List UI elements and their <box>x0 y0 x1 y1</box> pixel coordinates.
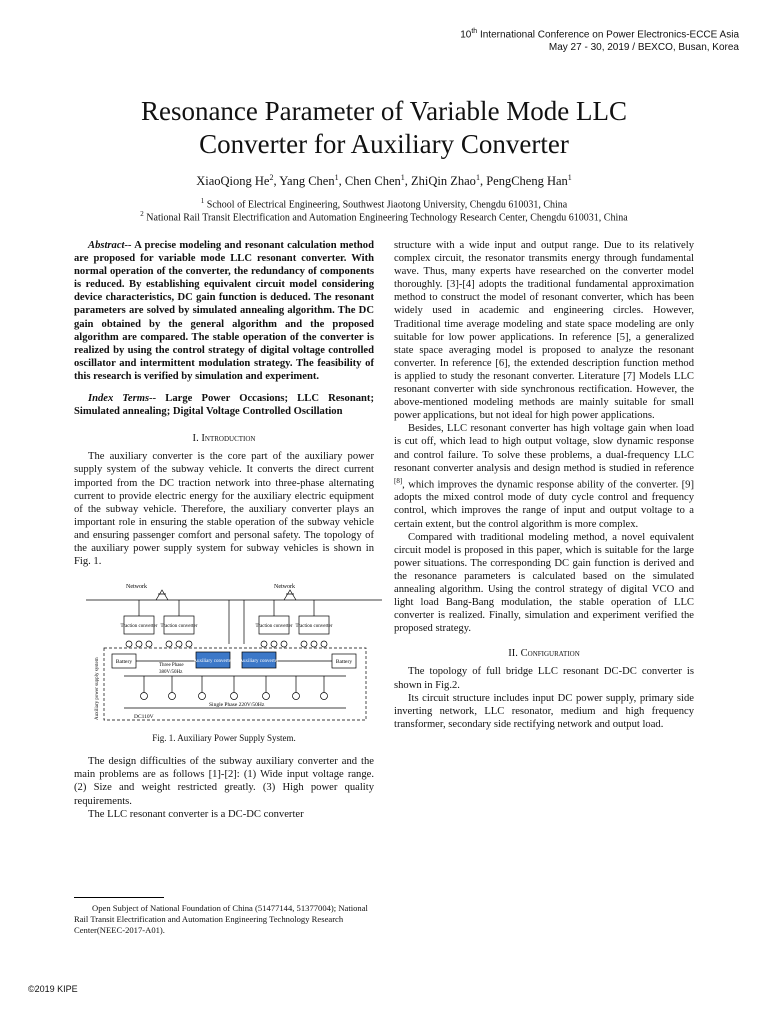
author: ZhiQin Zhao$^1$ <box>411 173 480 189</box>
right-paragraph-1: structure with a wide input and output range. Due to its relatively complex circuit, the resonator transmits energy through fundamental wave. Thus, many experts have researched on the converter model thoroughly. [3]-[4] adopts the traditional fundamental approximation method to construct the model of resonant converter, which has been widely used in academic and engineering circles. However, Traditional time average modeling and state space modeling are only suitable for low power applications. In reference [5], a generalized state space averaging model is proposed to analyze the resonant converter. In reference [6], the extended description function method is applied to study the resonant converter. Literature [7] Models LLC resonant converter with side synchronous rectification. However, the above-mentioned modeling methods are mainly suitable for small power applications, but not ideal for high power applications. <box>394 240 694 422</box>
section-heading-configuration: II. Configuration <box>508 648 580 660</box>
traction-converter-label-1: Traction converter <box>120 624 158 630</box>
three-phase-voltage: 380V/50Hz <box>159 670 183 676</box>
paper-title: Resonance Parameter of Variable Mode LLC Converter for Auxiliary Converter <box>140 96 628 159</box>
copyright: ©2019 KIPE <box>28 984 78 994</box>
config-paragraph-1: The topology of full bridge LLC resonant DC-DC converter is shown in Fig.2. <box>394 666 694 691</box>
intro-paragraph-1: The auxiliary converter is the core part of the auxiliary power supply system of the subway vehicle. It converts the direct current imported from the DC traction network into three-phase alternating current to provide electric energy for the auxiliary electric equipment of the subway vehicle. Therefore, the auxiliary converter plays an important role in ensuring the stable operation of the subway vehicle and ensuring passenger comfort and personal safety. The topology of the auxiliary power supply system for subway vehicles is shown in Fig. 1. <box>74 451 374 568</box>
three-phase-label: Three Phase <box>159 663 184 669</box>
author: Yang Chen$^1$ <box>279 173 339 189</box>
config-paragraph-2: Its circuit structure includes input DC power supply, primary side inverting network, LLC resonator, medium and high frequency transformer, secondary side rectifying network and output load. <box>394 692 694 730</box>
traction-converter-label-2: Traction converter <box>160 624 198 630</box>
aux-converter-label-1: Auxiliary converter <box>193 659 233 665</box>
traction-converter-label-3: Traction converter <box>255 624 293 630</box>
footnote: Open Subject of National Foundation of China (51477144, 51377004); National Rail Transit Electrification and Automation Engineering Technology Research Center(NEEC-2017-A01). <box>74 903 368 935</box>
dc-label: DC110V <box>134 714 154 721</box>
right-column <box>394 239 694 731</box>
auxiliary-power-supply-diagram <box>84 580 384 730</box>
abstract: Abstract-- A precise modeling and resonant calculation method are proposed for variable mode LLC resonant converter. With normal operation of the converter, the redundancy of components is reduced. By establishing equivalent circuit model considering device characteristics, DC gain function is deduced. The resonant parameters are solved by simulated annealing algorithm. The DC gain obtained by the general algorithm and the proposed algorithm are compared. The stable operation of the converter is realized by using the control strategy of digital voltage controlled oscillator and intermittent modulation strategy. The feasibility of this research is verified by simulation and experiment. <box>74 240 374 382</box>
conference-line-2: May 27 - 30, 2019 / BEXCO, Busan, Korea <box>548 42 739 54</box>
single-phase-label: Single Phase 220V/50Hz <box>209 702 265 709</box>
intro-paragraph-3: The LLC resonant converter is a DC-DC converter <box>88 808 304 820</box>
battery-label-left: Battery <box>115 659 133 666</box>
author: Chen Chen$^1$ <box>344 173 405 189</box>
author: XiaoQiong He$^2$ <box>196 173 274 189</box>
aux-converter-label-2: Auxiliary converter <box>239 659 279 665</box>
battery-label-right: Battery <box>335 659 353 666</box>
affiliation-2: $^2$ National Rail Transit Electrification and Automation Engineering Technology Research Center, Chengdu 610031, China <box>140 210 628 224</box>
right-paragraph-3: Compared with traditional modeling method, a novel equivalent circuit model is proposed in this paper, which is suitable for the large power situations. The corresponding DC gain function is derived and the resonance parameters is calculated based on the simulated annealing algorithm. Using the control strategy of digital VCO and light load Bang-Bang modulation, the stable operation of LLC converter is realized. Finally, simulation and experiment verified the proposed strategy. <box>394 531 694 635</box>
author: PengCheng Han$^1$ <box>486 173 572 189</box>
index-terms: Index Terms-- Large Power Occasions; LLC Resonant; Simulated annealing; Digital Voltage Controlled Oscillation <box>74 393 374 418</box>
conference-header <box>460 25 739 54</box>
intro-paragraph-2: The design difficulties of the subway auxiliary converter and the main problems are as follows [1]-[2]: (1) Wide input voltage range. (2) Size and weight restricted greatly. (3) High power quality requirements. <box>74 756 374 807</box>
figure-1 <box>84 580 384 730</box>
figure-1-caption: Fig. 1. Auxiliary Power Supply System. <box>152 733 296 744</box>
conference-line-1: 10th International Conference on Power Electronics-ECCE Asia <box>460 28 739 41</box>
right-paragraph-2: Besides, LLC resonant converter has high voltage gain when load is cut off, which lead to high output voltage, slow dynamic response and control failure. To solve these problems, a dual-frequency LLC resonant converter analysis and design method is studied in reference [8], which improves the dynamic response ability of the converter. [9] adopts the mixed control mode of duty cycle control and frequency control, which improves the range of input and output voltage to a certain extent, but the control algorithm is more complex. <box>394 423 694 530</box>
left-column <box>74 239 374 821</box>
section-heading-introduction: I. Introduction <box>192 433 256 445</box>
traction-converter-label-4: Traction converter <box>295 624 333 630</box>
affiliation-1: $^1$ School of Electrical Engineering, Southwest Jiaotong University, Chengdu 610031, China <box>200 197 568 211</box>
network-label-right: Network <box>274 584 295 591</box>
author-list: XiaoQiong He$^2$, Yang Chen$^1$, Chen Chen$^1$, ZhiQin Zhao$^1$, PengCheng Han$^1$ <box>196 173 572 189</box>
network-label-left: Network <box>126 584 147 591</box>
footnote-rule <box>74 897 164 898</box>
system-side-label: Auxiliary power supply system <box>95 657 100 721</box>
